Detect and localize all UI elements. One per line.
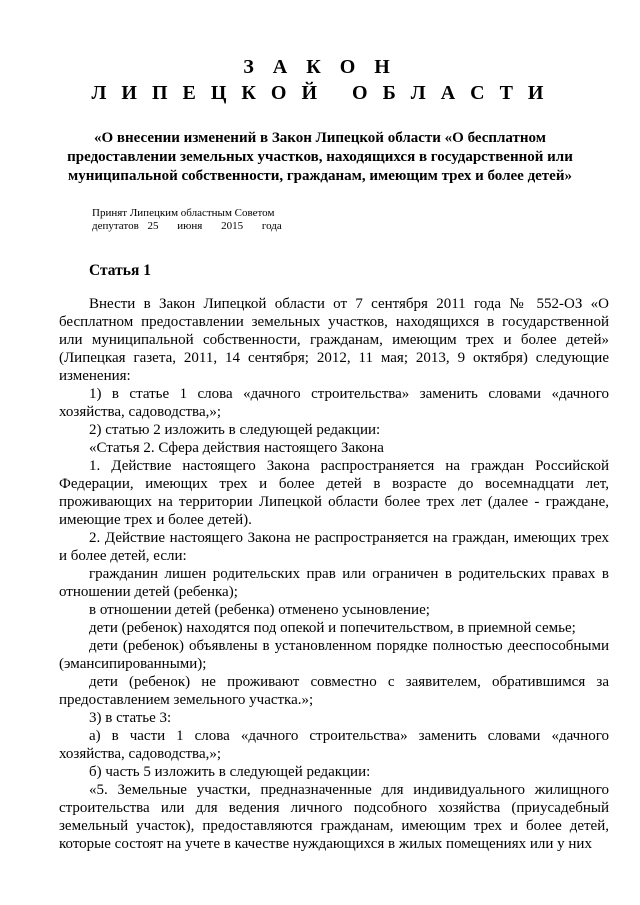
paragraph: 1. Действие настоящего Закона распространяется на граждан Российской Федерации, имеющих трех и более детей в возрасте до восемнадцати лет, проживающих на территории Липецкой области более трех лет (далее - граждане, имеющие трех и более детей). [59,458,609,528]
paragraph: дети (ребенок) не проживают совместно с заявителем, обратившимся за предоставлением земельного участка.»; [59,674,609,708]
paragraph: дети (ребенок) объявлены в установленном порядке полностью дееспособными (эмансипированными); [59,638,609,672]
paragraph: б) часть 5 изложить в следующей редакции: [89,764,371,780]
paragraph: «5. Земельные участки, предназначенные для индивидуального жилищного строительства или для ведения личного подсобного хозяйства (приусадебный земельный участок), предоставляются гражданам, имеющим трех и более детей, которые состоят на учете в качестве нуждающихся в жилых помещениях или у них [59,782,609,852]
adoption-year: 2015 [221,220,244,232]
adoption-day: 25 [147,220,159,232]
adoption-year-word: года [261,220,282,232]
paragraph: 2) статью 2 изложить в следующей редакции: [89,422,381,438]
paragraph: 2. Действие настоящего Закона не распространяется на граждан, имеющих трех и более детей, если: [59,530,609,564]
article-body [59,295,609,853]
paragraph: гражданин лишен родительских прав или ограничен в родительских правах в отношении детей (ребенка); [59,566,609,600]
paragraph: 3) в статье 3: [89,710,172,726]
article-heading: Статья 1 [89,262,151,279]
document-title-law: З А К О Н [243,56,397,78]
adoption-line1: Принят Липецким областным Советом [92,207,275,219]
paragraph: Внести в Закон Липецкой области от 7 сентября 2011 года № 552-ОЗ «О бесплатном предоставлении земельных участков, находящихся в государственной или муниципальной собственности, гражданам, имеющим трех и более детей» (Липецкая газета, 2011, 14 сентября; 2012, 11 мая; 2013, 9 октября) следующие изменения: [59,296,609,384]
adoption-line2 [92,220,282,233]
adoption-note [92,207,282,233]
document-title-region: Л И П Е Ц К О Й О Б Л А С Т И [91,82,549,104]
paragraph: «Статья 2. Сфера действия настоящего Закона [89,440,384,456]
paragraph: в отношении детей (ребенка) отменено усыновление; [89,602,430,618]
adoption-month: июня [177,220,203,232]
paragraph: дети (ребенок) находятся под опекой и попечительством, в приемной семье; [89,620,576,636]
adoption-deputies: депутатов [92,220,139,232]
paragraph: 1) в статье 1 слова «дачного строительства» заменить словами «дачного хозяйства, садоводства,»; [59,386,609,420]
paragraph: а) в части 1 слова «дачного строительства» заменить словами «дачного хозяйства, садоводства,»; [59,728,609,762]
law-subtitle: «О внесении изменений в Закон Липецкой области «О бесплатном предоставлении земельных участков, находящихся в государственной или муниципальной собственности, гражданам, имеющим трех и более детей» [67,130,573,184]
